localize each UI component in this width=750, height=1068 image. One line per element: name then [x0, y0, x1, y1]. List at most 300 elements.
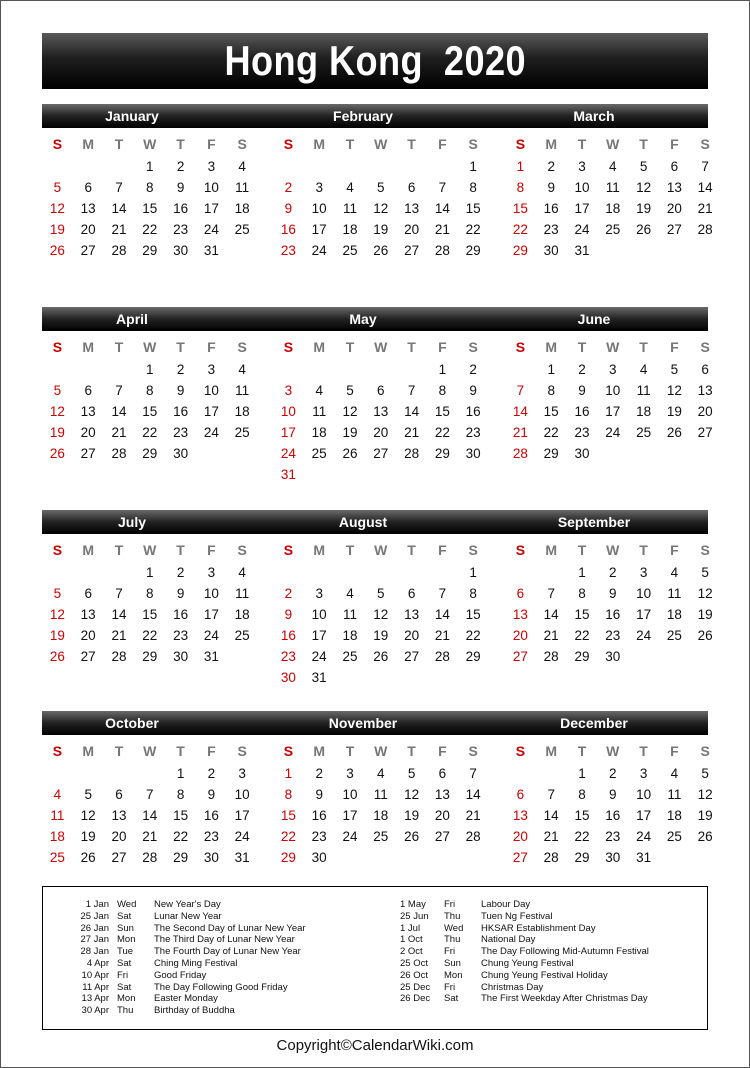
holiday-row — [55, 1005, 306, 1017]
day-cell: 10 — [574, 180, 590, 195]
day-cell: 10 — [203, 383, 219, 398]
day-cell: 14 — [465, 787, 481, 802]
day-cell: 1 — [176, 766, 185, 781]
week-row — [273, 604, 489, 625]
holiday-weekday: Mon — [117, 993, 136, 1005]
holiday-weekday: Wed — [444, 922, 464, 934]
weekday-header: F — [670, 743, 679, 759]
day-cell: 28 — [543, 649, 559, 664]
week-row — [273, 625, 489, 646]
holiday-name: The Fourth Day of Lunar New Year — [154, 946, 301, 958]
page-title: Hong Kong 2020 — [224, 37, 526, 84]
title-banner — [42, 33, 708, 89]
month-december — [505, 739, 721, 868]
day-cell: 7 — [547, 586, 555, 601]
day-cell: 19 — [373, 222, 389, 237]
day-cell: 17 — [203, 404, 219, 419]
weekday-header: T — [176, 743, 185, 759]
day-cell: 25 — [373, 829, 389, 844]
day-cell: 14 — [697, 180, 713, 195]
holiday-row — [55, 923, 306, 935]
weekday-header: T — [577, 136, 587, 152]
holiday-row — [384, 911, 649, 923]
weekday-header: T — [345, 542, 355, 558]
day-cell: 21 — [543, 628, 559, 643]
day-cell: 9 — [578, 383, 586, 398]
holiday-name: The First Weekday After Christmas Day — [481, 993, 648, 1005]
holiday-date: 11 Apr — [82, 981, 109, 993]
day-cell: 8 — [438, 383, 447, 398]
month-october — [42, 739, 258, 868]
day-cell: 22 — [512, 222, 528, 237]
week-row — [505, 805, 721, 826]
day-cell: 20 — [373, 425, 389, 440]
holiday-date: 26 Dec — [400, 993, 431, 1005]
day-cell: 12 — [373, 201, 389, 216]
day-cell: 24 — [311, 649, 327, 664]
week-row — [273, 847, 489, 868]
holiday-name: The Day Following Mid-Autumn Festival — [481, 946, 649, 958]
day-cell: 28 — [404, 446, 420, 461]
day-cell: 27 — [373, 446, 389, 461]
day-cell: 6 — [516, 787, 525, 802]
day-cell: 7 — [469, 766, 477, 781]
day-cell: 15 — [465, 201, 481, 216]
day-cell: 7 — [115, 383, 123, 398]
week-row — [273, 826, 489, 847]
day-cell: 23 — [173, 425, 189, 440]
day-cell: 30 — [465, 446, 481, 461]
day-cell: 31 — [636, 850, 652, 865]
month-name: August — [338, 514, 388, 530]
holiday-weekday: Sun — [117, 922, 134, 934]
day-cell: 16 — [203, 808, 219, 823]
holiday-name: Ching Ming Festival — [154, 957, 238, 969]
weekday-header: S — [700, 743, 710, 759]
day-cell: 10 — [280, 404, 296, 419]
day-cell: 8 — [516, 180, 525, 195]
holiday-weekday: Sat — [117, 957, 132, 969]
day-cell: 30 — [543, 243, 559, 258]
day-cell: 31 — [311, 670, 327, 685]
day-cell: 23 — [574, 425, 590, 440]
day-cell: 11 — [50, 808, 65, 823]
holiday-row — [384, 993, 649, 1005]
weekday-header: S — [468, 542, 478, 558]
day-cell: 23 — [465, 425, 481, 440]
weekday-header-row — [505, 538, 721, 562]
weekday-header: W — [606, 542, 620, 558]
weekday-header: T — [407, 743, 416, 759]
day-cell: 10 — [636, 586, 652, 601]
day-cell: 15 — [434, 404, 450, 419]
day-cell: 20 — [666, 201, 682, 216]
holiday-row — [384, 958, 649, 970]
day-cell: 27 — [512, 850, 528, 865]
day-cell: 26 — [666, 425, 682, 440]
day-cell: 3 — [609, 362, 617, 377]
day-cell: 19 — [404, 808, 420, 823]
day-cell: 29 — [142, 446, 158, 461]
day-cell: 2 — [284, 180, 293, 195]
day-cell: 17 — [636, 808, 652, 823]
weekday-header: T — [407, 136, 416, 152]
week-row — [42, 604, 258, 625]
weekday-header: F — [207, 339, 216, 355]
day-cell: 26 — [404, 829, 420, 844]
day-cell: 20 — [512, 628, 528, 643]
weekday-header: M — [545, 339, 558, 355]
day-cell: 13 — [111, 808, 127, 823]
copyright-text: Copyright©CalendarWiki.com — [276, 1037, 474, 1054]
weekday-header: M — [82, 339, 95, 355]
week-row — [273, 646, 489, 667]
day-cell: 21 — [512, 425, 528, 440]
day-cell: 18 — [234, 404, 250, 419]
day-cell: 25 — [234, 222, 250, 237]
weekday-header: T — [345, 743, 355, 759]
day-cell: 6 — [407, 586, 416, 601]
day-cell: 6 — [670, 159, 679, 174]
day-cell: 24 — [234, 829, 250, 844]
day-cell: 19 — [373, 628, 389, 643]
day-cell: 29 — [465, 649, 481, 664]
holiday-weekday: Fri — [117, 969, 129, 981]
weekday-header: W — [606, 339, 620, 355]
week-row — [505, 625, 721, 646]
day-cell: 16 — [280, 628, 296, 643]
day-cell: 11 — [342, 607, 357, 622]
week-row — [273, 784, 489, 805]
holiday-weekday: Fri — [444, 981, 456, 993]
month-header-bar — [42, 711, 708, 735]
week-row — [505, 380, 721, 401]
holiday-name: Christmas Day — [481, 981, 544, 993]
day-cell: 23 — [605, 829, 621, 844]
day-cell: 30 — [173, 243, 189, 258]
weekday-header: T — [577, 743, 587, 759]
day-cell: 5 — [701, 766, 709, 781]
week-row — [273, 380, 489, 401]
day-cell: 20 — [111, 829, 127, 844]
holiday-weekday: Thu — [444, 910, 461, 922]
day-cell: 17 — [311, 222, 327, 237]
holiday-date: 1 Jan — [85, 899, 109, 910]
day-cell: 21 — [404, 425, 420, 440]
holiday-row — [384, 899, 649, 911]
holiday-date: 25 Dec — [400, 981, 431, 993]
day-cell: 8 — [469, 586, 477, 601]
day-cell: 24 — [311, 243, 327, 258]
day-cell: 11 — [235, 180, 250, 195]
holiday-name: Chung Yeung Festival Holiday — [481, 969, 608, 981]
day-cell: 18 — [342, 628, 358, 643]
day-cell: 15 — [543, 404, 559, 419]
day-cell: 14 — [404, 404, 420, 419]
holiday-name: Chung Yeung Festival — [481, 957, 574, 969]
weekday-header: S — [237, 136, 247, 152]
day-cell: 10 — [342, 787, 358, 802]
day-cell: 13 — [80, 201, 96, 216]
week-row — [505, 604, 721, 625]
weekday-header: S — [468, 743, 478, 759]
weekday-header: W — [143, 136, 157, 152]
day-cell: 24 — [280, 446, 296, 461]
day-cell: 24 — [636, 829, 652, 844]
day-cell: 18 — [49, 829, 65, 844]
day-cell: 12 — [636, 180, 652, 195]
week-row — [505, 401, 721, 422]
holiday-date: 1 Jul — [400, 922, 421, 934]
day-cell: 26 — [373, 649, 389, 664]
day-cell: 25 — [234, 628, 250, 643]
day-cell: 18 — [234, 201, 250, 216]
week-row — [42, 826, 258, 847]
weekday-header: W — [606, 136, 620, 152]
holiday-name: National Day — [481, 934, 536, 946]
weekday-header: F — [670, 136, 679, 152]
weekday-header: S — [283, 542, 294, 558]
holiday-date: 28 Jan — [80, 946, 109, 958]
day-cell: 23 — [203, 829, 219, 844]
day-cell: 9 — [284, 607, 293, 622]
day-cell: 25 — [666, 829, 682, 844]
weekday-header-row — [273, 132, 489, 156]
day-cell: 14 — [543, 607, 559, 622]
day-cell: 9 — [284, 201, 293, 216]
weekday-header: S — [515, 542, 526, 558]
day-cell: 7 — [115, 180, 123, 195]
weekday-header: F — [438, 339, 447, 355]
day-cell: 4 — [377, 766, 385, 781]
month-name: February — [333, 108, 393, 124]
day-cell: 13 — [404, 607, 420, 622]
holiday-weekday: Wed — [117, 899, 137, 910]
holiday-date: 26 Oct — [400, 969, 428, 981]
holiday-weekday: Sat — [117, 910, 132, 922]
week-row — [273, 562, 489, 583]
weekday-header-row — [505, 335, 721, 359]
day-cell: 4 — [670, 565, 679, 580]
month-name: March — [573, 108, 615, 124]
weekday-header: T — [114, 136, 124, 152]
day-cell: 24 — [203, 425, 219, 440]
day-cell: 17 — [234, 808, 250, 823]
holiday-weekday: Thu — [117, 1005, 134, 1017]
weekday-header: M — [313, 339, 326, 355]
day-cell: 22 — [574, 829, 590, 844]
week-row — [42, 562, 258, 583]
weekday-header: W — [374, 136, 388, 152]
day-cell: 10 — [203, 180, 219, 195]
holiday-row — [384, 982, 649, 994]
day-cell: 8 — [547, 383, 555, 398]
day-cell: 23 — [605, 628, 621, 643]
holiday-weekday: Fri — [444, 899, 456, 910]
day-cell: 14 — [512, 404, 528, 419]
day-cell: 3 — [238, 766, 246, 781]
day-cell: 28 — [434, 649, 450, 664]
day-cell: 5 — [53, 586, 62, 601]
holiday-row — [384, 970, 649, 982]
holiday-row — [55, 982, 306, 994]
holiday-name: Tuen Ng Festival — [481, 910, 553, 922]
day-cell: 17 — [280, 425, 296, 440]
week-row — [42, 359, 258, 380]
weekday-header: W — [374, 339, 388, 355]
day-cell: 31 — [280, 467, 296, 482]
month-name: May — [349, 311, 377, 327]
day-cell: 16 — [173, 404, 189, 419]
day-cell: 2 — [176, 362, 185, 377]
weekday-header: T — [639, 136, 648, 152]
weekday-header: T — [345, 339, 355, 355]
day-cell: 7 — [407, 383, 416, 398]
week-row — [42, 784, 258, 805]
week-row — [273, 667, 489, 688]
day-cell: 5 — [701, 565, 709, 580]
weekday-header: S — [52, 542, 63, 558]
week-row — [273, 464, 489, 485]
day-cell: 14 — [111, 607, 127, 622]
day-cell: 23 — [280, 243, 296, 258]
month-name: November — [328, 715, 398, 731]
day-cell: 3 — [207, 565, 216, 580]
day-cell: 22 — [434, 425, 450, 440]
holiday-date: 10 Apr — [81, 969, 109, 981]
week-row — [42, 583, 258, 604]
day-cell: 16 — [605, 808, 621, 823]
weekday-header: T — [407, 339, 416, 355]
day-cell: 22 — [142, 628, 158, 643]
day-cell: 29 — [173, 850, 189, 865]
day-cell: 10 — [234, 787, 250, 802]
day-cell: 30 — [605, 850, 621, 865]
day-cell: 8 — [176, 787, 185, 802]
week-row — [505, 562, 721, 583]
day-cell: 20 — [434, 808, 450, 823]
day-cell: 11 — [312, 404, 327, 419]
weekday-header: T — [639, 542, 648, 558]
holiday-date: 25 Jan — [80, 910, 109, 922]
weekday-header: T — [577, 339, 587, 355]
holiday-row — [384, 934, 649, 946]
month-name: January — [105, 108, 159, 124]
day-cell: 12 — [49, 607, 65, 622]
day-cell: 5 — [377, 586, 385, 601]
day-cell: 13 — [373, 404, 389, 419]
day-cell: 18 — [636, 404, 652, 419]
day-cell: 6 — [115, 787, 123, 802]
day-cell: 5 — [53, 180, 62, 195]
day-cell: 12 — [49, 201, 65, 216]
holiday-row — [55, 911, 306, 923]
weekday-header-row — [273, 335, 489, 359]
week-row — [505, 443, 721, 464]
day-cell: 12 — [342, 404, 358, 419]
month-november — [273, 739, 489, 868]
day-cell: 24 — [574, 222, 590, 237]
day-cell: 26 — [80, 850, 96, 865]
day-cell: 24 — [203, 628, 219, 643]
day-cell: 13 — [434, 787, 450, 802]
day-cell: 12 — [80, 808, 96, 823]
day-cell: 2 — [609, 766, 617, 781]
weekday-header: M — [545, 743, 558, 759]
day-cell: 26 — [697, 829, 713, 844]
day-cell: 7 — [146, 787, 154, 802]
day-cell: 16 — [173, 201, 189, 216]
month-july — [42, 538, 258, 667]
day-cell: 9 — [207, 787, 216, 802]
week-row — [505, 359, 721, 380]
weekday-header: T — [114, 339, 124, 355]
day-cell: 6 — [84, 586, 92, 601]
weekday-header: T — [176, 136, 185, 152]
day-cell: 4 — [238, 565, 246, 580]
day-cell: 22 — [543, 425, 559, 440]
week-row — [42, 240, 258, 261]
month-name: October — [105, 715, 159, 731]
day-cell: 11 — [342, 201, 357, 216]
day-cell: 30 — [311, 850, 327, 865]
day-cell: 9 — [176, 586, 185, 601]
day-cell: 28 — [142, 850, 158, 865]
holiday-date: 13 Apr — [81, 993, 109, 1005]
weekday-header-row — [505, 132, 721, 156]
day-cell: 21 — [434, 628, 450, 643]
day-cell: 21 — [697, 201, 713, 216]
weekday-header: M — [545, 542, 558, 558]
day-cell: 16 — [605, 607, 621, 622]
day-cell: 14 — [111, 404, 127, 419]
day-cell: 29 — [574, 649, 590, 664]
day-cell: 26 — [697, 628, 713, 643]
day-cell: 25 — [605, 222, 621, 237]
day-cell: 14 — [142, 808, 158, 823]
day-cell: 5 — [377, 180, 385, 195]
day-cell: 19 — [342, 425, 358, 440]
weekday-header: T — [176, 339, 185, 355]
day-cell: 23 — [173, 628, 189, 643]
day-cell: 13 — [512, 607, 528, 622]
weekday-header: M — [313, 542, 326, 558]
holiday-weekday: Sun — [444, 957, 461, 969]
holiday-date: 25 Jun — [400, 910, 429, 922]
holiday-row — [55, 970, 306, 982]
day-cell: 16 — [173, 607, 189, 622]
month-april — [42, 335, 258, 464]
holiday-date: 30 Apr — [81, 1005, 109, 1017]
holiday-weekday: Sat — [117, 981, 132, 993]
day-cell: 14 — [543, 808, 559, 823]
holiday-row — [55, 899, 306, 911]
day-cell: 15 — [142, 201, 158, 216]
day-cell: 11 — [235, 586, 250, 601]
month-september — [505, 538, 721, 667]
day-cell: 12 — [666, 383, 682, 398]
day-cell: 17 — [203, 201, 219, 216]
day-cell: 8 — [146, 586, 154, 601]
day-cell: 12 — [373, 607, 389, 622]
day-cell: 15 — [512, 201, 528, 216]
day-cell: 21 — [142, 829, 158, 844]
day-cell: 3 — [207, 362, 216, 377]
day-cell: 10 — [311, 201, 327, 216]
day-cell: 16 — [465, 404, 481, 419]
day-cell: 26 — [373, 243, 389, 258]
day-cell: 15 — [142, 607, 158, 622]
